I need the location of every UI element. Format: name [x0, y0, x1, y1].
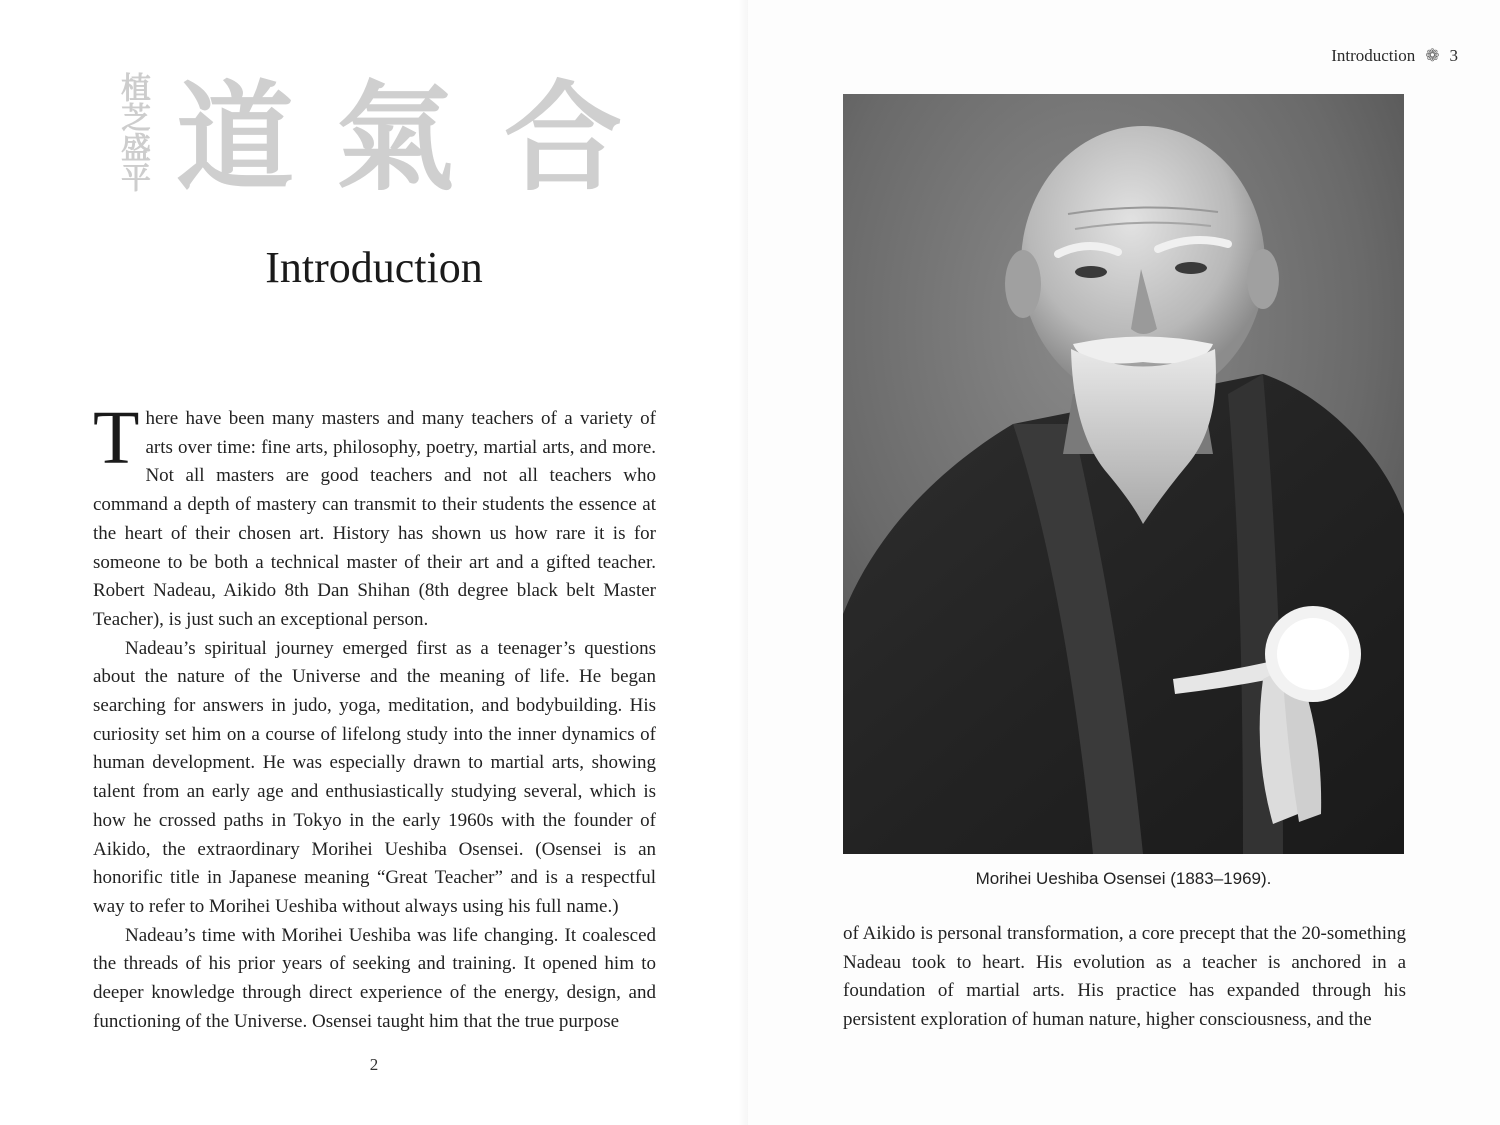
running-head-title: Introduction	[1331, 46, 1416, 65]
page-number-left: 2	[369, 1055, 379, 1074]
paragraph-2: Nadeau’s spiritual journey emerged first as a teenager’s questions about the nature of the Universe and the meaning of life. He began searching for answers in judo, yoga, meditation, and bodybuilding. His curiosity set him on a course of lifelong study into the inner dynamics of human development. He was especially drawn to martial arts, showing talent from an early age and enthusiastically studying several, which is how he crossed paths in Tokyo in the early 1960s with the founder of Aikido, the extraordinary Morihei Ueshiba Osensei. (Osensei is an honorific title in Japanese meaning “Great Teacher” and is a respectful way to refer to Morihei Ueshiba without always using his full name.)	[93, 637, 656, 917]
flower-ornament-icon: ❁	[1425, 46, 1440, 66]
calligraphy-signature: 植芝盛平	[115, 72, 150, 192]
chapter-title: Introduction	[265, 243, 483, 292]
body-text-right	[843, 920, 1406, 1035]
calligraphy-char-ai: 合	[504, 68, 623, 207]
body-text-left	[93, 396, 656, 1036]
portrait-illustration	[843, 94, 1404, 854]
page-number-right: 3	[1449, 46, 1458, 65]
photo-caption: Morihei Ueshiba Osensei (1883–1969).	[975, 869, 1272, 888]
right-page	[748, 0, 1500, 1125]
left-page	[0, 0, 748, 1125]
dropcap: T	[93, 396, 140, 480]
paragraph-1-text: here have been many masters and many teachers of a variety of arts over time: fine arts, philosophy, poetry, martial arts, and more. Not all masters are good teachers and not all teachers who command a depth of mastery can transmit to their students the essence at the heart of their chosen art. History has shown us how rare it is for someone to be both a technical master of their art and a gifted teacher. Robert Nadeau, Aikido 8th Dan Shihan (8th degree black belt Master Teacher), is just such an exceptional person.	[93, 408, 656, 630]
paragraph-3: Nadeau’s time with Morihei Ueshiba was life changing. It coalesced the threads of his prior years of seeking and training. It opened him to deeper knowledge through direct experience of the energy, design, and functioning of the Universe. Osensei taught him that the true purpose	[93, 924, 656, 1032]
calligraphy-char-do: 道	[176, 68, 295, 207]
portrait-photo	[843, 94, 1404, 854]
calligraphy-banner	[84, 62, 674, 222]
running-head	[1331, 46, 1458, 66]
calligraphy-char-ki: 氣	[336, 68, 455, 207]
paragraph-continued: of Aikido is personal transformation, a core precept that the 20-something Nadeau took to heart. His evolution as a teacher is anchored in a foundation of martial arts. His practice has expanded through his persistent exploration of human nature, higher consciousness, and the	[843, 923, 1406, 1031]
paragraph-1	[93, 396, 656, 635]
